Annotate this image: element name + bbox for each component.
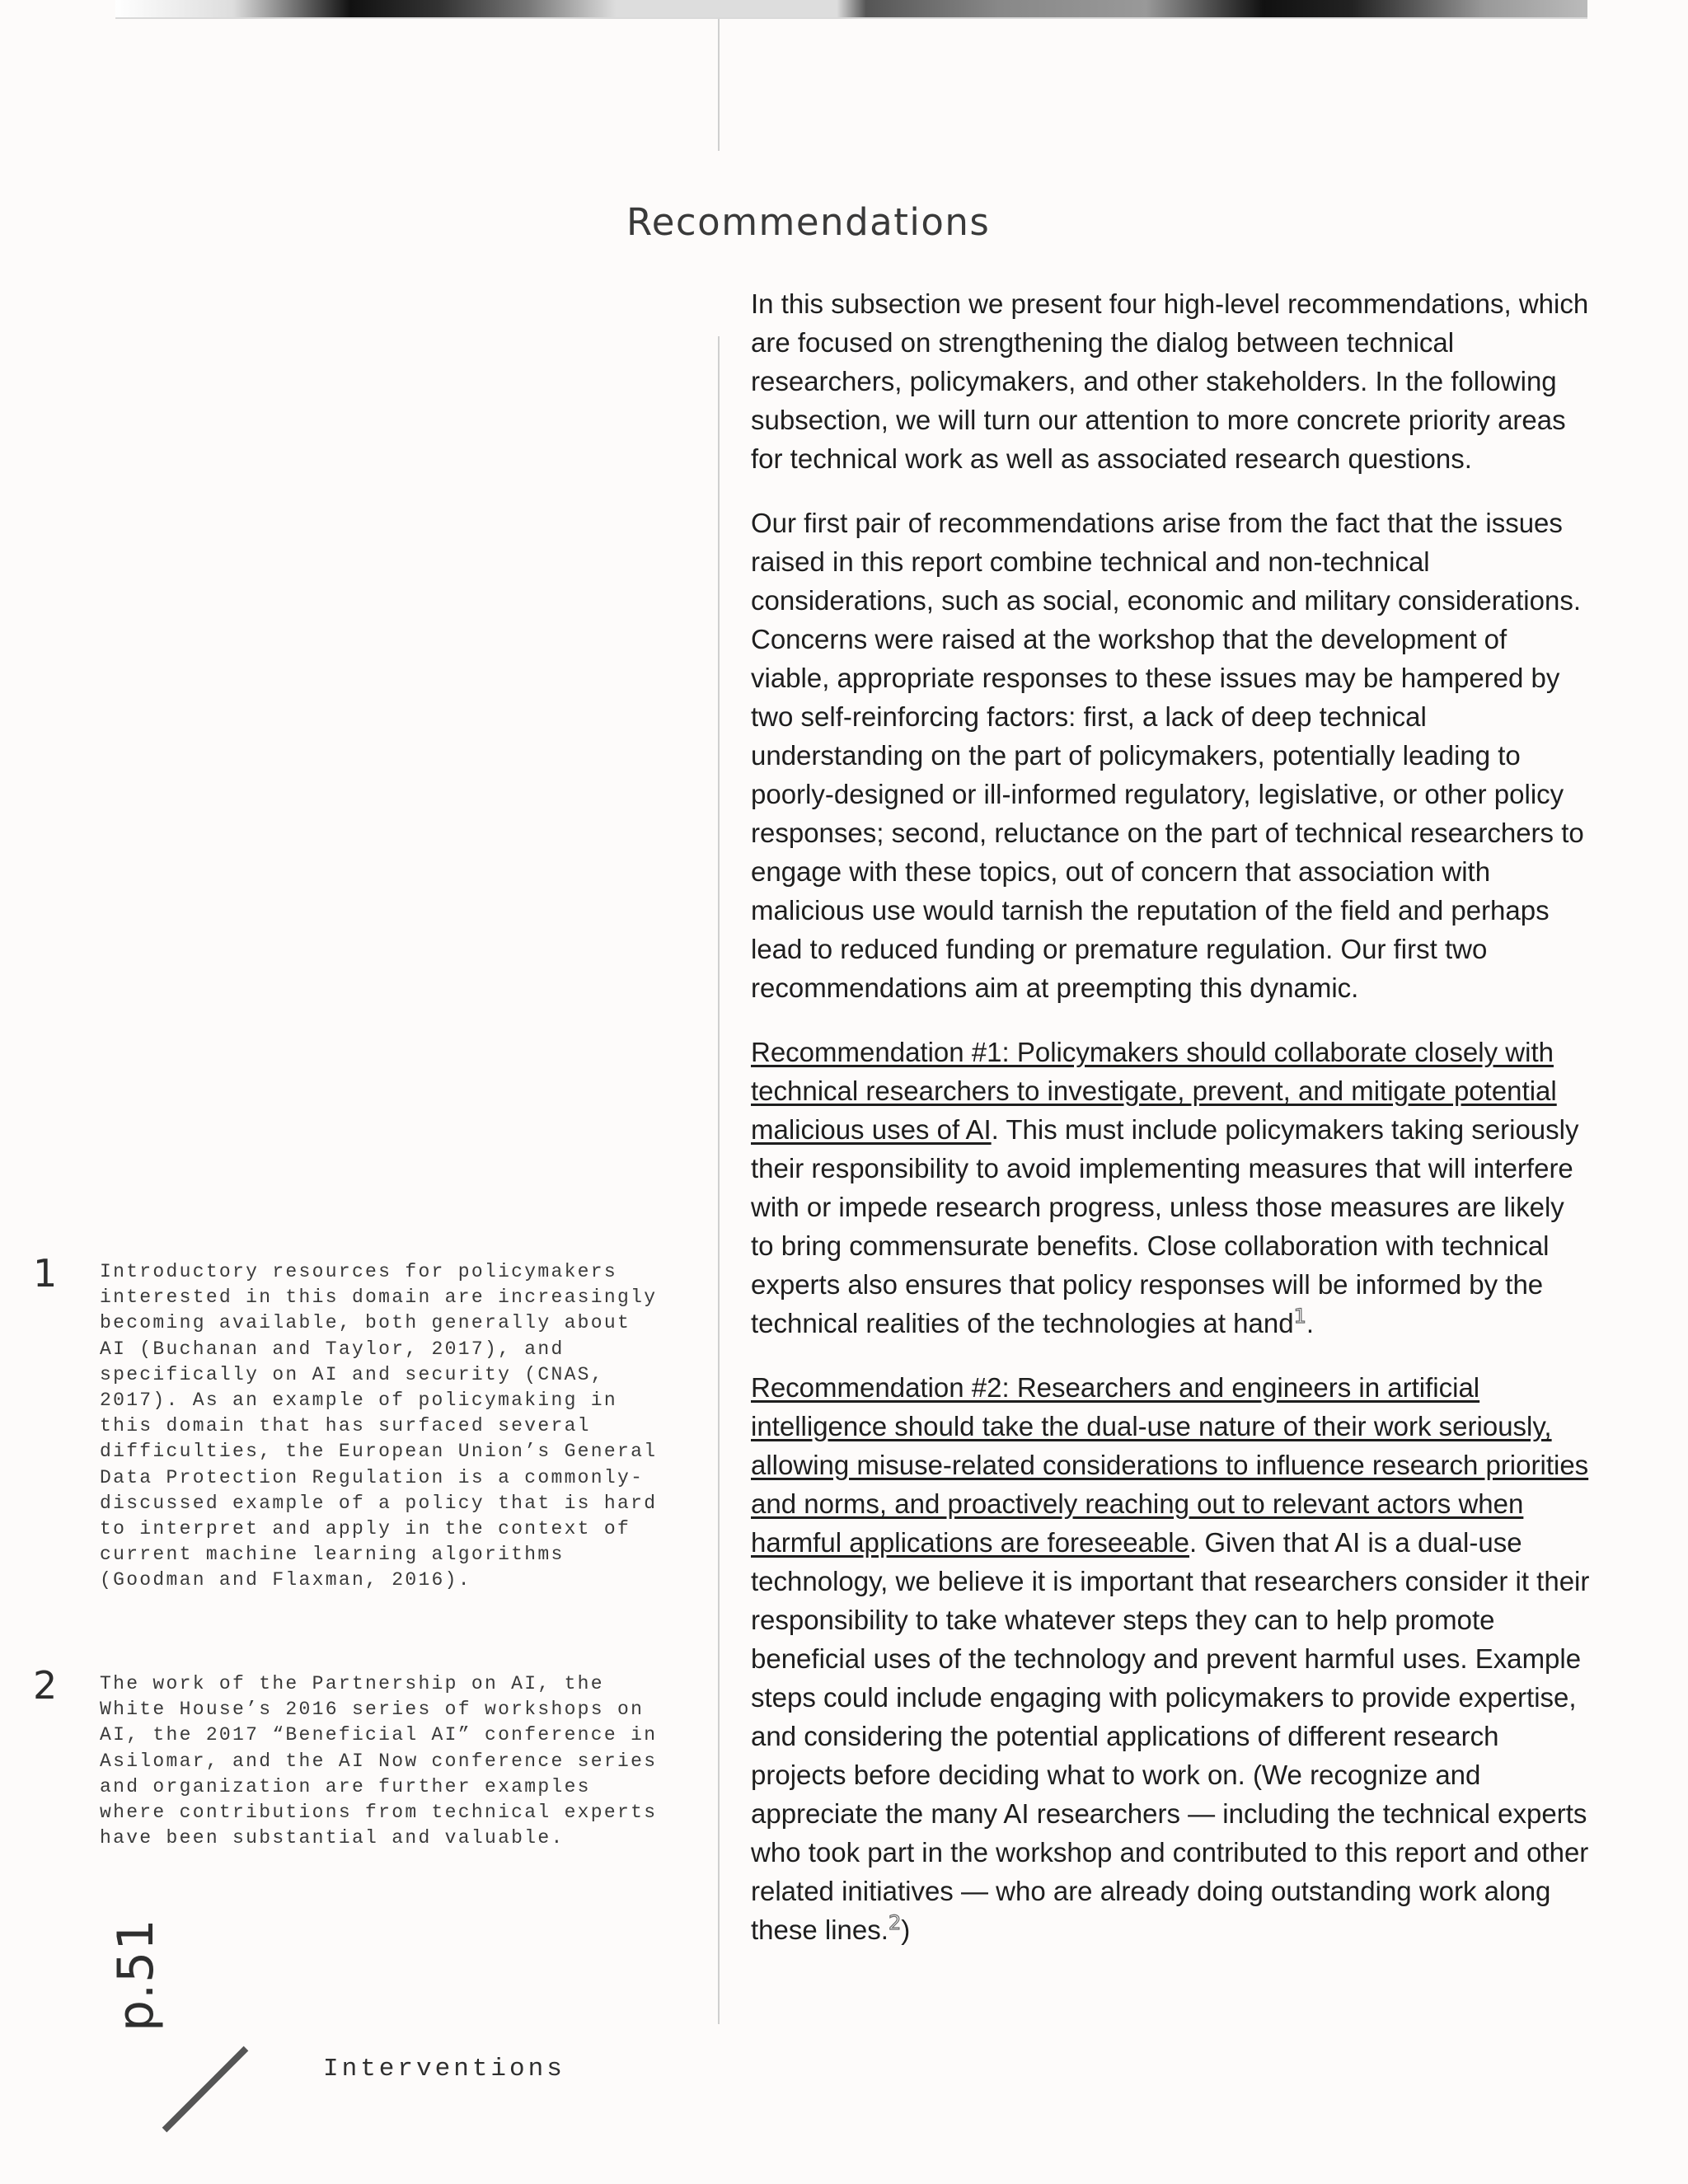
footnote-ref-2[interactable]: 2 xyxy=(888,1911,902,1934)
recommendation-2-end: ) xyxy=(901,1915,911,1945)
section-footer-label: Interventions xyxy=(323,2055,565,2083)
recommendation-1-end: . xyxy=(1306,1308,1315,1338)
column-divider xyxy=(718,336,720,2024)
main-text-column xyxy=(751,284,1592,1975)
footnote-number: 2 xyxy=(33,1663,58,1708)
footnote-text: The work of the Partnership on AI, the White House’s 2016 series of workshops on AI, the 2017 “Beneficial AI” conference in Asilomar, and the AI Now conference series and organization are further examples where contributions from technical experts have been substantial and valuable. xyxy=(100,1673,658,1849)
paragraph-recommendation-1 xyxy=(751,1033,1592,1343)
recommendation-2-body: . Given that AI is a dual-use technology, we believe it is important that researchers consider it their responsibility to take whatever steps they can to help promote beneficial uses of the technology and prevent harmful uses. Example steps could include engaging with policymakers to provide expertise, and considering the potential applications of different research projects before deciding what to work on. (We recognize and appreciate the many AI researchers — including the technical experts who took part in the workshop and contributed to this report and other related initiatives — who are already doing outstanding work along these lines. xyxy=(751,1527,1590,1945)
section-title: Recommendations xyxy=(626,200,991,244)
footnote-1 xyxy=(33,1251,658,1594)
top-gradient-bar xyxy=(115,0,1587,19)
page-number: p.51 xyxy=(107,1918,165,2032)
footnote-ref-1[interactable]: 1 xyxy=(1293,1305,1306,1328)
recommendation-2-title: Recommendation #2: Researchers and engineers in artificial intelligence should take the dual-use nature of their work seriously, allowing misuse-related considerations to influence research priorities and norms, and proactively reaching out to relevant actors when harmful applications are foreseeable xyxy=(751,1372,1589,1558)
recommendation-1-body: . This must include policymakers taking seriously their responsibility to avoid implementing measures that will interfere with or impede research progress, unless those measures are likely to bring commensurate benefits. Close collaboration with technical experts also ensures that policy responses will be informed by the technical realities of the technologies at hand xyxy=(751,1114,1579,1338)
column-divider-top xyxy=(718,19,720,151)
paragraph-first-pair: Our first pair of recommendations arise from the fact that the issues raised in this report combine technical and non-technical considerations, such as social, economic and military considerations. Concerns were raised at the workshop that the development of viable, appropriate responses to these issues may be hampered by two self-reinforcing factors: first, a lack of deep technical understanding on the part of policymakers, potentially leading to poorly-designed or ill-informed regulatory, legislative, or other policy responses; second, reluctance on the part of technical researchers to engage with these topics, out of concern that association with malicious use would tarnish the reputation of the field and perhaps lead to reduced funding or premature regulation. Our first two recommendations aim at preempting this dynamic. xyxy=(751,508,1584,1003)
recommendation-1-title: Recommendation #1: Policymakers should collaborate closely with technical researchers to investigate, prevent, and mitigate potential malicious uses of AI xyxy=(751,1037,1557,1145)
footnote-text: Introductory resources for policymakers interested in this domain are increasingly becoming available, both generally about AI (Buchanan and Taylor, 2017), and specifically on AI and security (CNAS, 2017). As an example of policymaking in this domain that has surfaced several difficulties, the European Union’s General Data Protection Regulation is a commonly-discussed example of a policy that is hard to interpret and apply in the context of current machine learning algorithms (Goodman and Flaxman, 2016). xyxy=(100,1261,658,1591)
footnote-2 xyxy=(33,1663,658,1851)
paragraph-recommendation-2 xyxy=(751,1368,1592,1949)
footnote-number: 1 xyxy=(33,1251,58,1296)
slash-divider xyxy=(162,2046,249,2133)
top-rule xyxy=(115,17,1587,19)
paragraph-intro: In this subsection we present four high-level recommendations, which are focused on strengthening the dialog between technical researchers, policymakers, and other stakeholders. In the following subsection, we will turn our attention to more concrete priority areas for technical work as well as associated research questions. xyxy=(751,288,1589,474)
